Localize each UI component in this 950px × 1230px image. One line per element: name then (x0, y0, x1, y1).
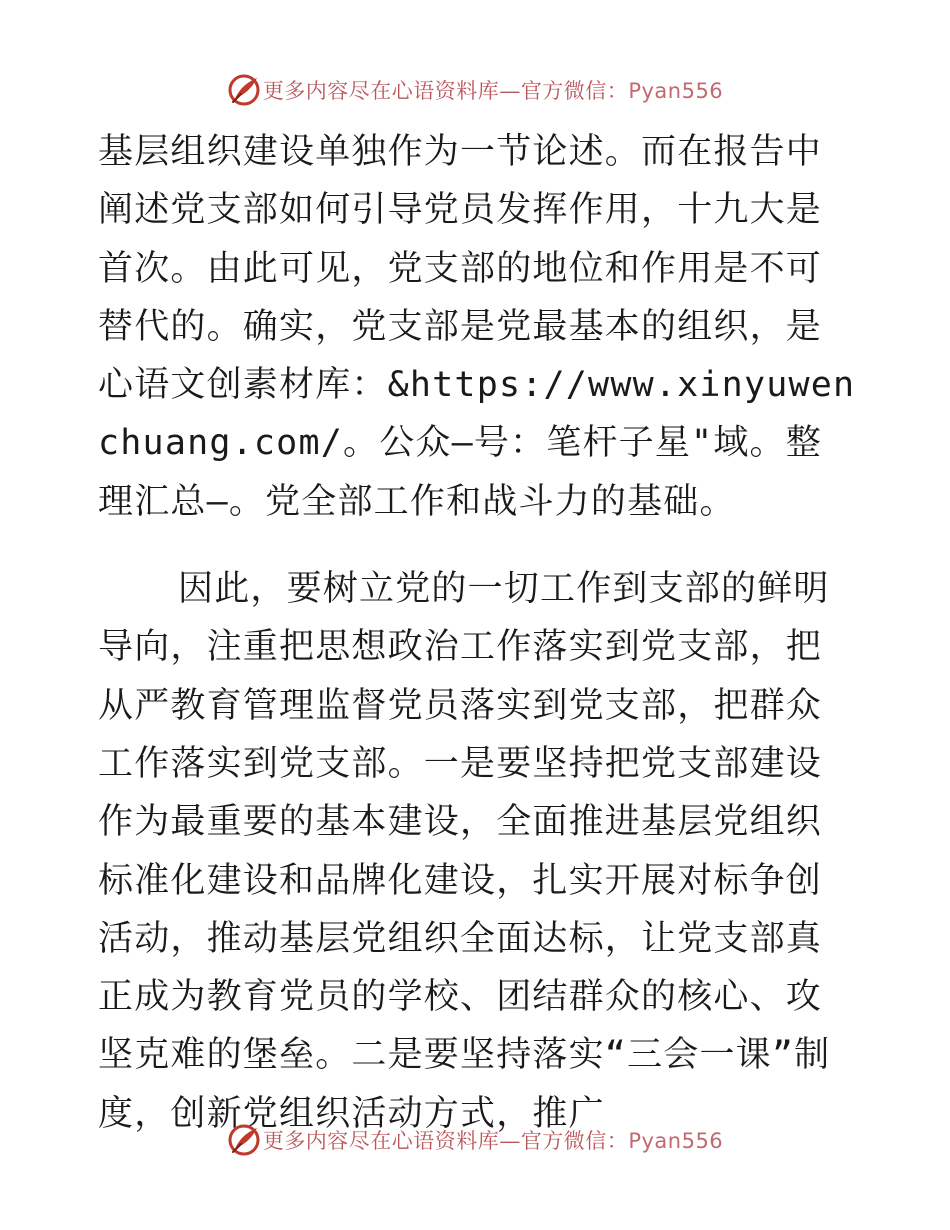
footer-wechat-label: 官方微信： (520, 1129, 629, 1153)
footer-site-text: 更多内容尽在心语资料库 (262, 1129, 500, 1153)
header-wechat-id: Pyan556 (628, 79, 724, 103)
feather-pen-logo-icon (227, 73, 261, 107)
footer-dash: — (499, 1129, 521, 1153)
header-banner (0, 70, 950, 110)
footer-banner (0, 1120, 950, 1160)
paragraph-2: 因此，要树立党的一切工作到支部的鲜明导向，注重把思想政治工作落实到党支部，把从严教育管理监督党员落实到党支部，把群众工作落实到党支部。一是要坚持把党支部建设作为最重要的基本建设，全面推进基层党组织标准化建设和品牌化建设，扎实开展对标争创活动，推动基层党组织全面达标，让党支部真正成为教育党员的学校、团结群众的核心、攻坚克难的堡垒。二是要坚持落实“三会一课”制度，创新党组织活动方式，推广 (98, 569, 831, 1134)
footer-wechat-id: Pyan556 (628, 1129, 724, 1153)
header-dash: — (499, 79, 521, 103)
header-site-text: 更多内容尽在心语资料库 (262, 79, 500, 103)
header-wechat-label: 官方微信： (520, 79, 629, 103)
paragraph-1: 基层组织建设单独作为一节论述。而在报告中阐述党支部如何引导党员发挥作用，十九大是首次。由此可见，党支部的地位和作用是不可替代的。确实，党支部是党最基本的组织，是心语文创素材库：&https://www.xinyuwenchuang.com/。公众—号：笔杆子星"域。整理汇总—。党全部工作和战斗力的基础。 (98, 132, 856, 522)
header-banner-text (263, 75, 723, 105)
feather-pen-logo-icon (227, 1123, 261, 1157)
document-body (98, 123, 858, 1143)
footer-banner-text (263, 1125, 723, 1155)
